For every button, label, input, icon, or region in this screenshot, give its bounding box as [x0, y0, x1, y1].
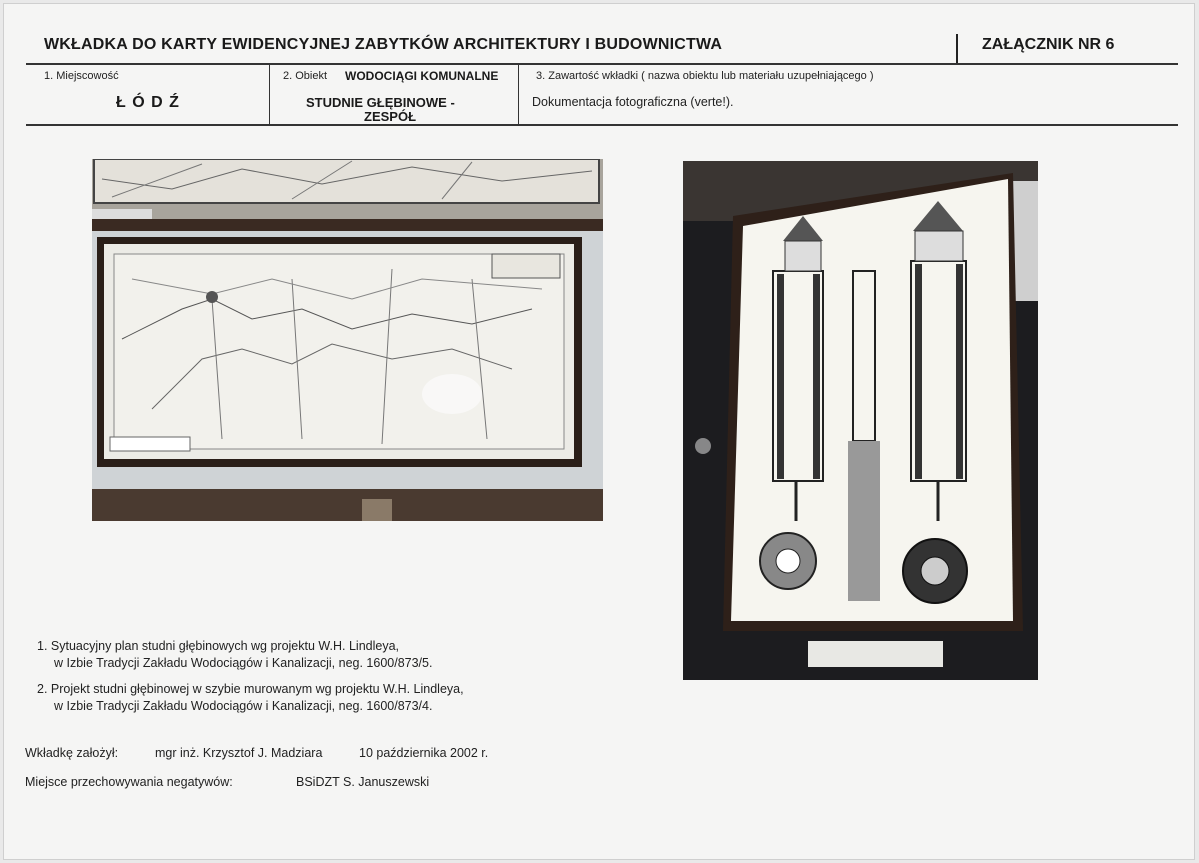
header-rule-bottom — [26, 124, 1178, 126]
object-subtitle-line2: ZESPÓŁ — [364, 109, 417, 124]
map-photo — [92, 159, 603, 521]
content-label: 3. Zawartość wkładki ( nazwa obiektu lub materiału uzupełniającego ) — [536, 70, 874, 82]
author-value: mgr inż. Krzysztof J. Madziara — [155, 746, 323, 760]
object-value: WODOCIĄGI KOMUNALNE — [345, 69, 499, 83]
content-value: Dokumentacja fotograficzna (verte!). — [532, 95, 734, 109]
caption-1-line1: 1. Sytuacyjny plan studni głębinowych wg projektu W.H. Lindleya, — [37, 639, 399, 653]
storage-value: BSiDZT S. Januszewski — [296, 775, 430, 789]
caption-1 — [37, 638, 432, 672]
column-separator-1 — [269, 64, 270, 124]
storage-label: Miejsce przechowywania negatywów: — [25, 775, 233, 789]
header-rule-top — [26, 63, 1178, 65]
caption-1-line2: w Izbie Tradycji Zakładu Wodociągów i Kanalizacji, neg. 1600/873/5. — [54, 656, 433, 670]
well-drawing-photo — [683, 161, 1038, 680]
caption-2-line2: w Izbie Tradycji Zakładu Wodociągów i Kanalizacji, neg. 1600/873/4. — [54, 699, 433, 713]
object-label: 2. Obiekt — [283, 70, 328, 82]
document-title: WKŁADKA DO KARTY EWIDENCYJNEJ ZABYTKÓW ARCHITEKTURY I BUDOWNICTWA — [44, 36, 723, 53]
column-separator-2 — [518, 64, 519, 124]
caption-2 — [37, 681, 464, 715]
locality-label: 1. Miejscowość — [44, 70, 119, 82]
caption-2-line1: 2. Projekt studni głębinowej w szybie murowanym wg projektu W.H. Lindleya, — [37, 682, 464, 696]
object-subtitle-line1: STUDNIE GŁĘBINOWE - — [306, 95, 455, 110]
title-separator — [956, 34, 958, 64]
annex-number: ZAŁĄCZNIK NR 6 — [982, 36, 1115, 53]
record-date: 10 października 2002 r. — [359, 746, 489, 760]
locality-value: Ł Ó D Ź — [116, 94, 180, 111]
author-label: Wkładkę założył: — [25, 746, 119, 760]
